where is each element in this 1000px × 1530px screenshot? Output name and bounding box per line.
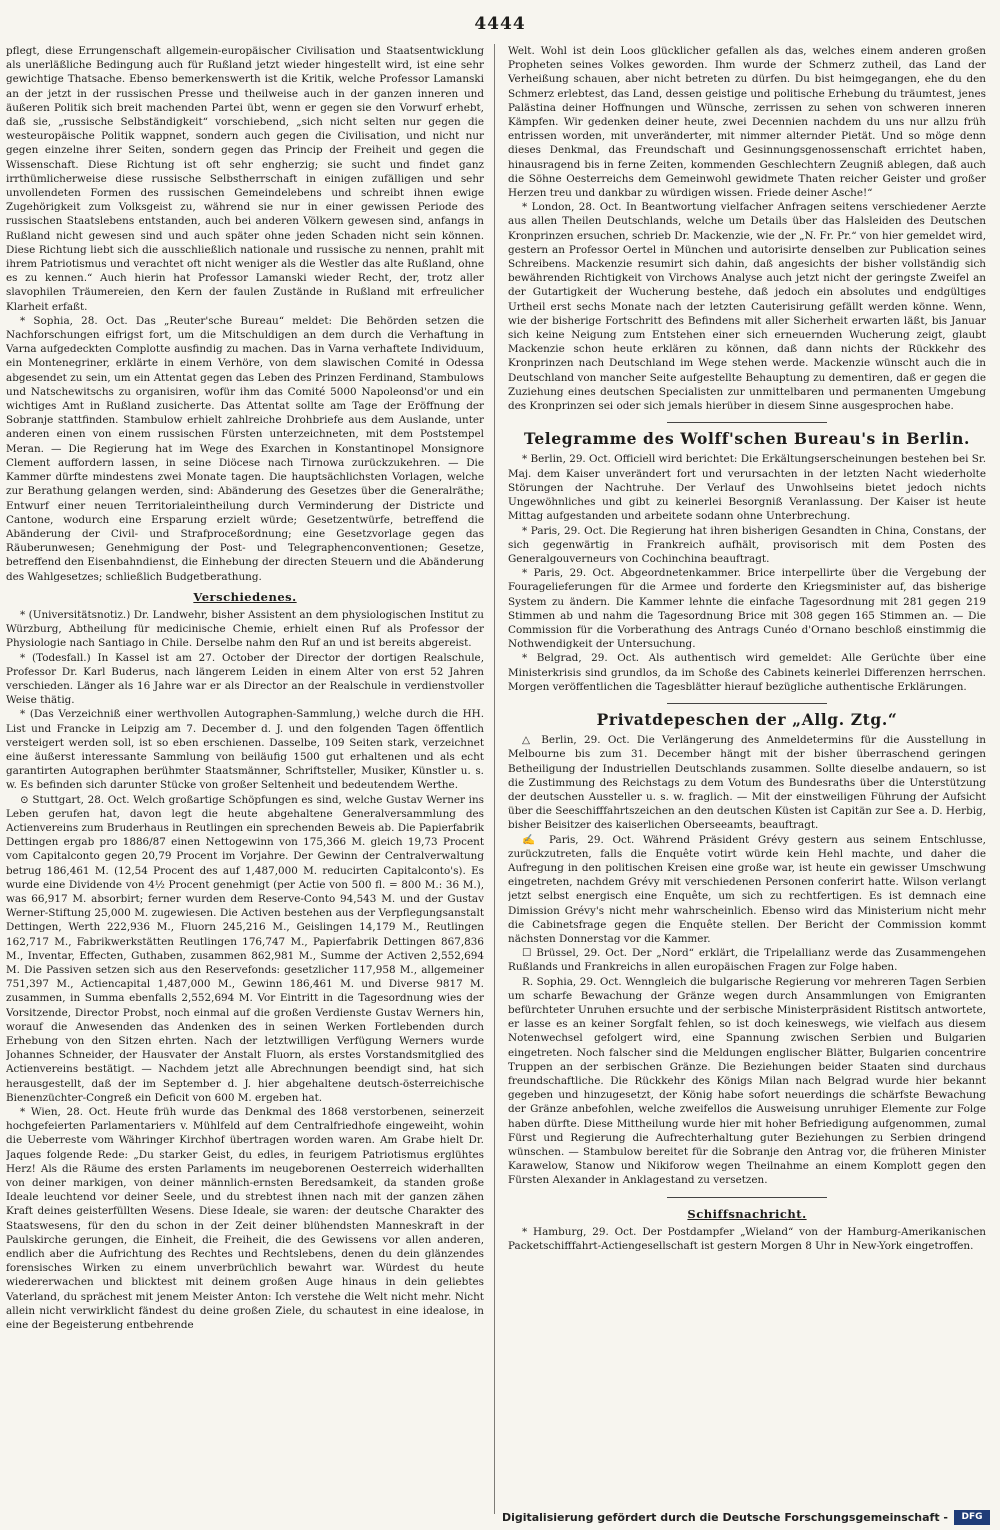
article-paragraph: Welt. Wohl ist dein Loos glücklicher gefallen als das, welches einem anderen großen Propheten seines Volkes geworden. Ihm wurde der Schmerz zutheil, das Land der Verheißung schauen, aber nicht betreten zu dürfen. Du bist heimgegangen, ehe du den Schmerz erlebtest, das Land, dessen geistige und politische Erhebung du träumtest, jenes Palästina deiner Hoffnungen und Wünsche, zerrissen zu sehen von schweren inneren Kämpfen. Wir gedenken deiner heute, zwei Decennien nachdem du uns nur allzu früh entrissen worden, mit unveränderter, mit nimmer alternder Pietät. Und so möge denn dieses Denkmal, das Freundschaft und Gesinnungsgenossenschaft errichtet haben, hinausragend bis in ferne Zeiten, kommenden Geschlechtern Zeugniß ablegen, daß auch die Söhne Oesterreichs dem Gemeinwohl gewidmete Thaten reicher Geister und großer Herzen treu und dankbar zu würdigen wissen. Friede deiner Asche!“ <box>508 45 986 200</box>
section-heading: Telegramme des Wolff'schen Bureau's in Berlin. <box>523 429 970 449</box>
section-separator <box>667 1197 827 1198</box>
article-paragraph: ☐ Brüssel, 29. Oct. Der „Nord“ erklärt, die Tripelallianz werde das Zusammengehen Rußlands und Frankreichs in allen europäischen Fragen zur Folge haben. <box>508 947 986 974</box>
article-paragraph: * Belgrad, 29. Oct. Als authentisch wird gemeldet: Alle Gerüchte über eine Ministerkrisis sind grundlos, da im Schoße des Cabinets keinerlei Differenzen herrschen. Morgen veröffentlichen die Tagesblätter hierauf bezügliche authentische Erklärungen. <box>508 652 986 693</box>
article-paragraph: * Paris, 29. Oct. Abgeordnetenkammer. Brice interpellirte über die Vergebung der Fouragelieferungen für die Armee und forderte den Kriegsminister auf, das bisherige System zu ändern. Die Kammer lehnte die einfache Tagesordnung mit 281 gegen 219 Stimmen ab und nahm die Tagesordnung Brice mit 308 gegen 165 Stimmen an. — Die Commission für die Vorberathung des Antrags Cunéo d'Ornano beschloß einstimmig die Nothwendigkeit der Untersuchung. <box>508 567 986 651</box>
article-paragraph: ⊙ Stuttgart, 28. Oct. Welch großartige Schöpfungen es sind, welche Gustav Werner ins Leben gerufen hat, davon legt die heute abgehaltene Generalversammlung des Actienvereins zum Bruderhaus in Reutlingen ein sprechenden Beweis ab. Die Papierfabrik Dettingen ergab pro 1886/87 einen Nettogewinn von 175,366 M. gleich 19,73 Procent vom Capitalconto gegen 20,79 Procent im Vorjahre. Der Gewinn der Centralverwaltung betrug 186,461 M. (12,54 Procent des auf 1,487,000 M. reducirten Capitalconto's). Es wurde eine Dividende von 4½ Procent genehmigt (per Actie von 500 fl. = 800 M.: 36 M.), was 66,917 M. absorbirt; ferner wurden dem Reserve-Conto 94,543 M. und der Gustav Werner-Stiftung 25,000 M. zugewiesen. Die Activen bestehen aus der Verpflegungsanstalt Dettingen, Werth 222,936 M., Fluorn 245,216 M., Geislingen 14,179 M., Reutlingen 162,717 M., Fabrikwerkstätten Reutlingen 176,747 M., Papierfabrik Dettingen 867,836 M., Inventar, Effecten, Guthaben, zusammen 862,981 M., Summe der Activen 2,552,694 M. Die Passiven setzen sich aus den Reservefonds: gesetzlicher 117,958 M., allgemeiner 751,397 M., Actiencapital 1,487,000 M., Gewinn 186,461 M. und Diverse 9817 M. zusammen, in Summa ebenfalls 2,552,694 M. Vor Eintritt in die Tagesordnung wies der Vorsitzende, Director Probst, noch einmal auf die großen Verdienste Gustav Werners hin, worauf die Anwesenden das Andenken des in seinen Werken Fortlebenden durch Erhebung von den Sitzen ehrten. Nach der letztwilligen Verfügung Werners wurde Johannes Schneider, der Hausvater der Anstalt Fluorn, als erstes Vorstandsmitglied des Actienvereins bestätigt. — Nachdem jetzt alle Abrechnungen beendigt sind, hat sich herausgestellt, daß der im September d. J. hier abgehaltene deutsch-österreichische Bienenzüchter-Congreß ein Deficit von 600 M. ergeben hat. <box>6 793 484 1104</box>
footer-credit: Digitalisierung gefördert durch die Deutsche Forschungsgemeinschaft - <box>501 1511 948 1524</box>
article-paragraph: R. Sophia, 29. Oct. Wenngleich die bulgarische Regierung vor mehreren Tagen Serbien um scharfe Bewachung der Gränze wegen durch Ansammlungen von Emigranten befürchteter Unruhen ersuchte und der serbische Ministerpräsident Ristitsch antwortete, er lasse es an keiner Sorgfalt fehlen, so ist doch keineswegs, wie vielfach aus diesem Notenwechsel gefolgert wird, eine Spannung zwischen Serbien und Bulgarien eingetreten. Noch falscher sind die Meldungen englischer Blätter, Bulgarien concentrire Truppen an der serbischen Gränze. Die Beziehungen beider Staaten sind durchaus freundschaftliche. Die Rückkehr des Königs Milan nach Belgrad wurde hier bekannt gegeben und hinzugesetzt, der König habe sofort neuerdings die schärfste Bewachung der Gränze anbefohlen, welche zweifellos die Ausweisung unruhiger Elemente zur Folge haben dürfte. Diese Mittheilung wurde hier mit hoher Befriedigung aufgenommen, zumal Fürst und Regierung die Aufrechterhaltung guter Beziehungen zu Serbien dringend wünschen. — Stambulow bereitet für die Sobranje den Antrag vor, die früheren Minister Karawelow, Stanow und Nikiforow wegen Theilnahme an einem Komplott gegen den Fürsten Alexander in Anklagestand zu versetzen. <box>508 975 986 1187</box>
section-heading: Privatdepeschen der „Allg. Ztg.“ <box>596 709 898 729</box>
article-paragraph: * (Das Verzeichniß einer werthvollen Autographen-Sammlung,) welche durch die HH. List und Francke in Leipzig am 7. December d. J. und den folgenden Tagen öffentlich versteigert werden soll, ist so eben erschienen. Dasselbe, 109 Seiten stark, verzeichnet eine äußerst interessante Sammlung von beiläufig 1500 gut erhaltenen und als echt garantirten Autographen berühmter Staatsmänner, Schriftsteller, Musiker, Künstler u. s. w. Es befinden sich darunter Stücke von großer Seltenheit und bedeutendem Werthe. <box>6 708 484 792</box>
article-paragraph: * Wien, 28. Oct. Heute früh wurde das Denkmal des 1868 verstorbenen, seinerzeit hochgefeierten Parlamentariers v. Mühlfeld auf dem Centralfriedhofe eingeweiht, wohin die Ueberreste vom Währinger Kirchhof übertragen worden waren. Am Grabe hielt Dr. Jaques folgende Rede: „Du starker Geist, du edles, in feurigem Patriotismus erglühtes Herz! Als die Räume des ersten Parlaments im neugeborenen Oesterreich widerhallten von deiner markigen, von deiner männlich-ernsten Beredsamkeit, da standen große Ideale leuchtend vor deiner Seele, und du strebtest ihnen nach mit der ganzen zähen Kraft deines geisterfüllten Wesens. Diese Ideale, sie waren: der deutsche Charakter des Staatswesens, für den du schon in der Zeit deiner blühendsten Manneskraft in der Paulskirche gerungen, die Einheit, die Freiheit, die des Gewissens vor allen anderen, endlich aber die Aufrichtung des Rechtes und Rechtslebens, denen du dein glänzendes forensisches Wirken zu einem unverbrüchlich bewahrt war. Würdest du heute wiedererwachen und blicktest mit deinem großen Auge hinaus in dein geliebtes Vaterland, du sprächest mit jenem Meister Anton: Ich verstehe die Welt nicht mehr. Nicht allein nicht verwirklicht fändest du deine großen Ziele, du schautest in eine idealose, in eine der Begeisterung entbehrende <box>6 1106 484 1332</box>
article-paragraph: ✍ Paris, 29. Oct. Während Präsident Grévy gestern aus seinem Entschlusse, zurückzutreten, falls die Enquête votirt würde kein Hehl machte, und daher die Aufregung in den politischen Kreisen eine große war, ist heute ein gewisser Umschwung eingetreten, nachdem Grévy mit verschiedenen Personen conferirt hatte. Wilson verlangt jetzt selbst energisch eine Enquête, um sich zu rechtfertigen. Es ist demnach eine Dimission Grévy's nicht mehr wahrscheinlich. Ebenso wird das Ministerium nicht mehr die Cabinetsfrage gegen die Enquête stellen. Der Bericht der Commission kommt nächsten Donnerstag vor die Kammer. <box>508 833 986 945</box>
section-separator <box>667 422 827 423</box>
column-divider <box>494 44 495 1514</box>
article-paragraph: * (Universitätsnotiz.) Dr. Landwehr, bisher Assistent an dem physiologischen Institut zu Würzburg, Abtheilung für medicinische Chemie, erhielt einen Ruf als Professor der Physiologie nach Santiago in Chile. Derselbe nahm den Ruf an und ist bereits abgereist. <box>6 608 484 650</box>
page-number: 4444 <box>474 14 526 34</box>
article-paragraph: * London, 28. Oct. In Beantwortung vielfacher Anfragen seitens verschiedener Aerzte aus allen Theilen Deutschlands, welche um Details über das Halsleiden des Deutschen Kronprinzen ersuchen, schrieb Dr. Mackenzie, wie der „N. Fr. Pr.“ von hier gemeldet wird, gestern an Professor Oertel in München und autorisirte denselben zur Publication seines Schreibens. Mackenzie resumirt sich dahin, daß angesichts der bisher vollständig sich bewährenden Richtigkeit von Virchows Analyse auch jetzt nicht der geringste Zweifel an der Gutartigkeit der Wucherung bestehe, daß jedoch ein absolutes und endgültiges Urtheil erst sechs Monate nach der letzten Cauterisirung gefällt werden könne. Wenn, wie der bisherige Fortschritt des Befindens mit aller Sicherheit erwarten läßt, bis Januar sich keine Neigung zum Entstehen einer sich erneuernden Wucherung zeigt, glaubt Mackenzie schon heute erklären zu können, daß dann nichts der Rückkehr des Kronprinzen nach Deutschland im Wege stehen werde. Mackenzie wünscht auch die in Deutschland von mancher Seite aufgestellte Behauptung zu dementiren, daß er gegen die Zuziehung eines deutschen Specialisten zur unmittelbaren und permanenten Umgebung des Kronprinzen sei oder sich jemals hierüber in diesem Sinne ausgesprochen habe. <box>508 201 986 413</box>
section-heading: Schiffsnachricht. <box>687 1206 807 1221</box>
article-paragraph: pflegt, diese Errungenschaft allgemein-europäischer Civilisation und Staatsentwicklung als unerläßliche Bedingung auch für Rußland jetzt wieder hingestellt wird, ist eine sehr gewichtige Thatsache. Ebenso bemerkenswerth ist die Kritik, welche Professor Lamanski an der jetzt in der russischen Presse und theilweise auch in der ganzen inneren und äußeren Politik sich breit machenden Partei übt, wenn er gegen sie den Vorwurf erhebt, daß sie, „russische Selbständigkeit“ vorschiebend, „sich nicht selten nur gegen die westeuropäische Politik wappnet, sondern auch gegen die Civilisation, und nicht nur gegen einzelne ihrer Seiten, sondern gegen das Princip der Freiheit und gegen die Wissenschaft. Diese Richtung ist oft sehr engherzig; sie sucht und findet ganz irrthümlicherweise diese russische Selbstherrschaft in einigen zufälligen und sehr unvollendeten Formen des russischen Gemeindelebens und schreibt ihnen ewige Zugehörigkeit zum Volksgeist zu, während sie nur in einer gewissen Periode des russischen Staatslebens entstanden, auch bei anderen Völkern gewesen sind, anfangs in Rußland nicht gewesen sind und auch später ohne jeden Schaden nicht sein können. Diese Richtung liebt sich die ausschließlich nationale und russische zu nennen, prahlt mit ihrem Patriotismus und verachtet oft nicht weniger als die Westler das alte Rußland, ohne es zu kennen.“ Auch hierin hat Professor Lamanski wieder Recht, der, trotz aller slavophilen Träumereien, den Kern der faulen Zustände in Rußland mit erfreulicher Klarheit erfaßt. <box>6 45 484 313</box>
dfg-logo: DFG <box>954 1510 990 1525</box>
article-paragraph: * Berlin, 29. Oct. Officiell wird berichtet: Die Erkältungserscheinungen bestehen bei Sr. Maj. dem Kaiser unverändert fort und verursachten in der letzten Nacht wiederholte Störungen der Nachtruhe. Der Verlauf des Unwohlseins bietet jedoch nichts Ungewöhnliches und gibt zu keinerlei Besorgniß Veranlassung. Der Kaiser ist heute Mittag aufgestanden und arbeitete sodann ohne Unterbrechung. <box>508 453 986 523</box>
article-paragraph: * Paris, 29. Oct. Die Regierung hat ihren bisherigen Gesandten in China, Constans, der sich gegenwärtig in Frankreich aufhält, provisorisch mit dem Posten des Generalgouverneurs von Cochinchina beauftragt. <box>508 524 986 565</box>
section-separator <box>667 703 827 704</box>
section-heading: Verschiedenes. <box>193 589 297 604</box>
article-paragraph: * (Todesfall.) In Kassel ist am 27. October der Director der dortigen Realschule, Professor Dr. Karl Buderus, nach längerem Leiden in einem Alter von erst 52 Jahren verschieden. Länger als 16 Jahre war er als Director an der Realschule in verdienstvoller Weise thätig. <box>6 651 484 707</box>
article-paragraph: * Sophia, 28. Oct. Das „Reuter'sche Bureau“ meldet: Die Behörden setzen die Nachforschungen eifrigst fort, um die Mitschuldigen an dem durch die Verhaftung in Varna aufgedeckten Complotte ausfindig zu machen. Das in Varna verhaftete Individuum, ein Montenegriner, erklärte in einem Verhöre, von dem slawischen Comité in Odessa abgesendet zu sein, um ein Attentat gegen das Leben des Prinzen Ferdinand, Stambulows und Natschewitschs zu organisiren, wofür ihm das Comité 5000 Napoleonsd'or und ein wichtiges Amt in Rußland zusicherte. Das Attentat sollte am Tage der Eröffnung der Sobranje stattfinden. Stambulow erhielt zahlreiche Drohbriefe aus dem Auslande, unter anderen einen von einem russischen Fürsten unterzeichneten, mit dem Poststempel Meran. — Die Regierung hat im Wege des Exarchen in Konstantinopel Monsignore Clement auffordern lassen, in seine Diöcese nach Tirnowa zurückzukehren. — Die Kammer dürfte mindestens zwei Monate tagen. Die hauptsächlichsten Vorlagen, welche zur Berathung gelangen werden, sind: Abänderung des Gesetzes über die Generalräthe; Entwurf einer neuen Territorialeintheilung durch Verminderung der Districte und Cantone, wodurch eine Ersparung erzielt würde; Gesetzentwürfe, betreffend die Abänderung der Civil- und Strafproceßordnung; eine Gesetzvorlage gegen das Räuberunwesen; Genehmigung der Post- und Telegraphenconventionen; Gesetze, betreffend den Eisenbahndienst, die Einhebung der directen Steuern und die Abänderung des Wahlgesetzes; schließlich Budgetberathung. <box>6 314 484 583</box>
footer <box>0 1508 1000 1530</box>
article-paragraph: △ Berlin, 29. Oct. Die Verlängerung des Anmeldetermins für die Ausstellung in Melbourne bis zum 31. December hängt mit der bisher überraschend geringen Betheiligung der Industriellen Deutschlands zusammen. Sollte dieselbe andauern, so ist die Zustimmung des Reichstags zu dem Votum des Bundesraths über die Unterstützung der deutschen Aussteller u. s. w. fraglich. — Mit der einstweiligen Führung der Aufsicht über die Seeschifffahrtszeichen an den deutschen Küsten ist Capitän zur See a. D. Herbig, bisher Beisitzer des kaiserlichen Oberseeamts, beauftragt. <box>508 734 986 832</box>
left-column <box>6 44 484 1514</box>
article-paragraph: * Hamburg, 29. Oct. Der Postdampfer „Wieland“ von der Hamburg-Amerikanischen Packetschifffahrt-Actiengesellschaft ist gestern Morgen 8 Uhr in New-York eingetroffen. <box>508 1225 986 1253</box>
right-column <box>508 44 986 1514</box>
